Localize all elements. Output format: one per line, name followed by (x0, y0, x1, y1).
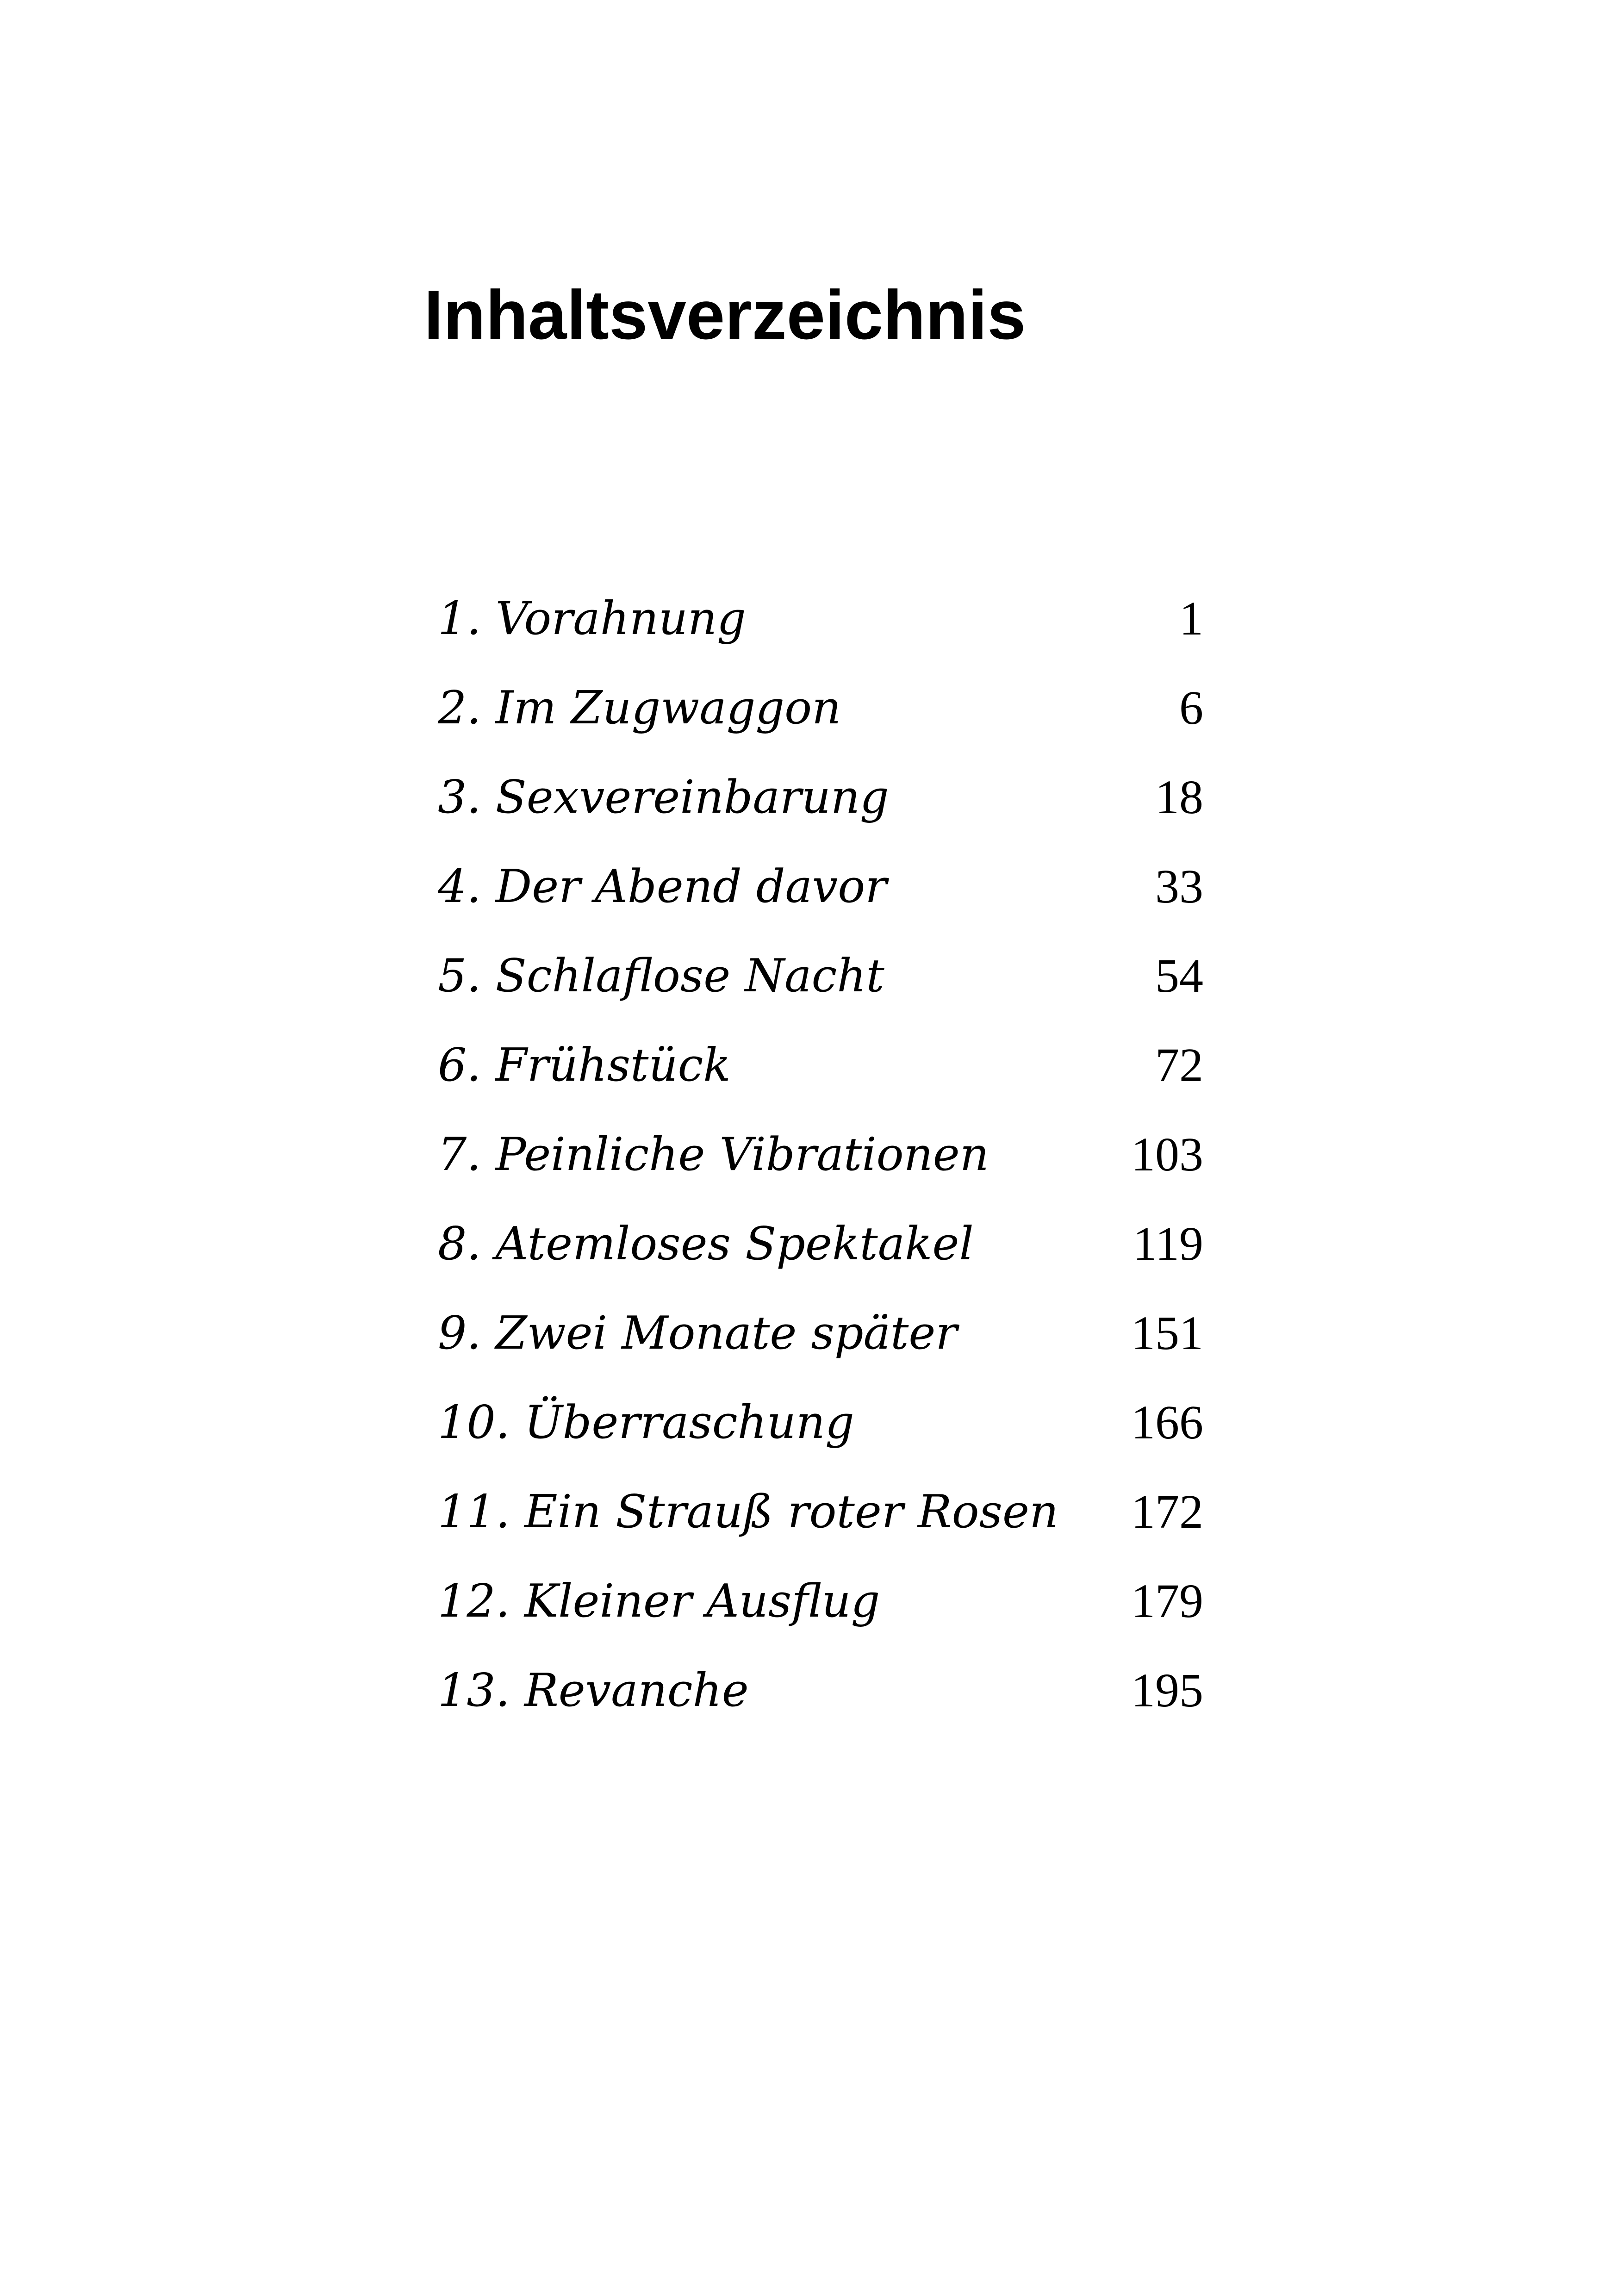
toc-entry-title: 8. Atemloses Spektakel (438, 1217, 974, 1270)
toc-entry-page: 179 (1131, 1574, 1203, 1628)
toc-entry-page: 54 (1155, 949, 1203, 1002)
toc-entry (438, 1646, 1203, 1735)
toc-entry (438, 1467, 1203, 1556)
toc-entry-title: 3. Sexvereinbarung (438, 771, 889, 824)
toc-entry-page: 151 (1131, 1307, 1203, 1360)
toc-entry-page: 172 (1131, 1485, 1203, 1538)
table-of-contents (438, 574, 1203, 1735)
toc-entry (438, 1110, 1203, 1199)
toc-entry-page: 119 (1133, 1217, 1203, 1270)
toc-entry-title: 10. Überraschung (438, 1396, 854, 1449)
toc-entry-page: 18 (1155, 771, 1203, 824)
toc-entry-title: 6. Frühstück (438, 1039, 731, 1092)
toc-entry (438, 1378, 1203, 1467)
toc-entry (438, 1556, 1203, 1646)
toc-entry-title: 11. Ein Strauß roter Rosen (438, 1485, 1059, 1538)
toc-entry (438, 753, 1203, 842)
toc-entry (438, 574, 1203, 663)
toc-entry-title: 9. Zwei Monate später (438, 1307, 958, 1360)
toc-entry-title: 7. Peinliche Vibrationen (438, 1128, 989, 1181)
toc-entry-title: 12. Kleiner Ausflug (438, 1574, 880, 1628)
toc-entry-page: 166 (1131, 1396, 1203, 1449)
toc-entry-page: 6 (1179, 681, 1203, 734)
toc-entry-title: 5. Schlaflose Nacht (438, 949, 884, 1002)
toc-entry (438, 931, 1203, 1020)
toc-entry-page: 103 (1131, 1128, 1203, 1181)
toc-entry (438, 663, 1203, 753)
toc-entry-title: 2. Im Zugwaggon (438, 681, 841, 734)
toc-entry-title: 4. Der Abend davor (438, 860, 887, 913)
toc-entry-page: 195 (1131, 1664, 1203, 1717)
toc-entry-title: 1. Vorahnung (438, 592, 746, 645)
toc-entry (438, 1288, 1203, 1378)
toc-entry-page: 33 (1155, 860, 1203, 913)
toc-entry (438, 842, 1203, 931)
page-title: Inhaltsverzeichnis (424, 276, 1026, 354)
toc-entry-page: 1 (1179, 592, 1203, 645)
toc-entry-title: 13. Revanche (438, 1664, 749, 1717)
toc-entry-page: 72 (1155, 1039, 1203, 1092)
toc-entry (438, 1020, 1203, 1110)
toc-entry (438, 1199, 1203, 1288)
